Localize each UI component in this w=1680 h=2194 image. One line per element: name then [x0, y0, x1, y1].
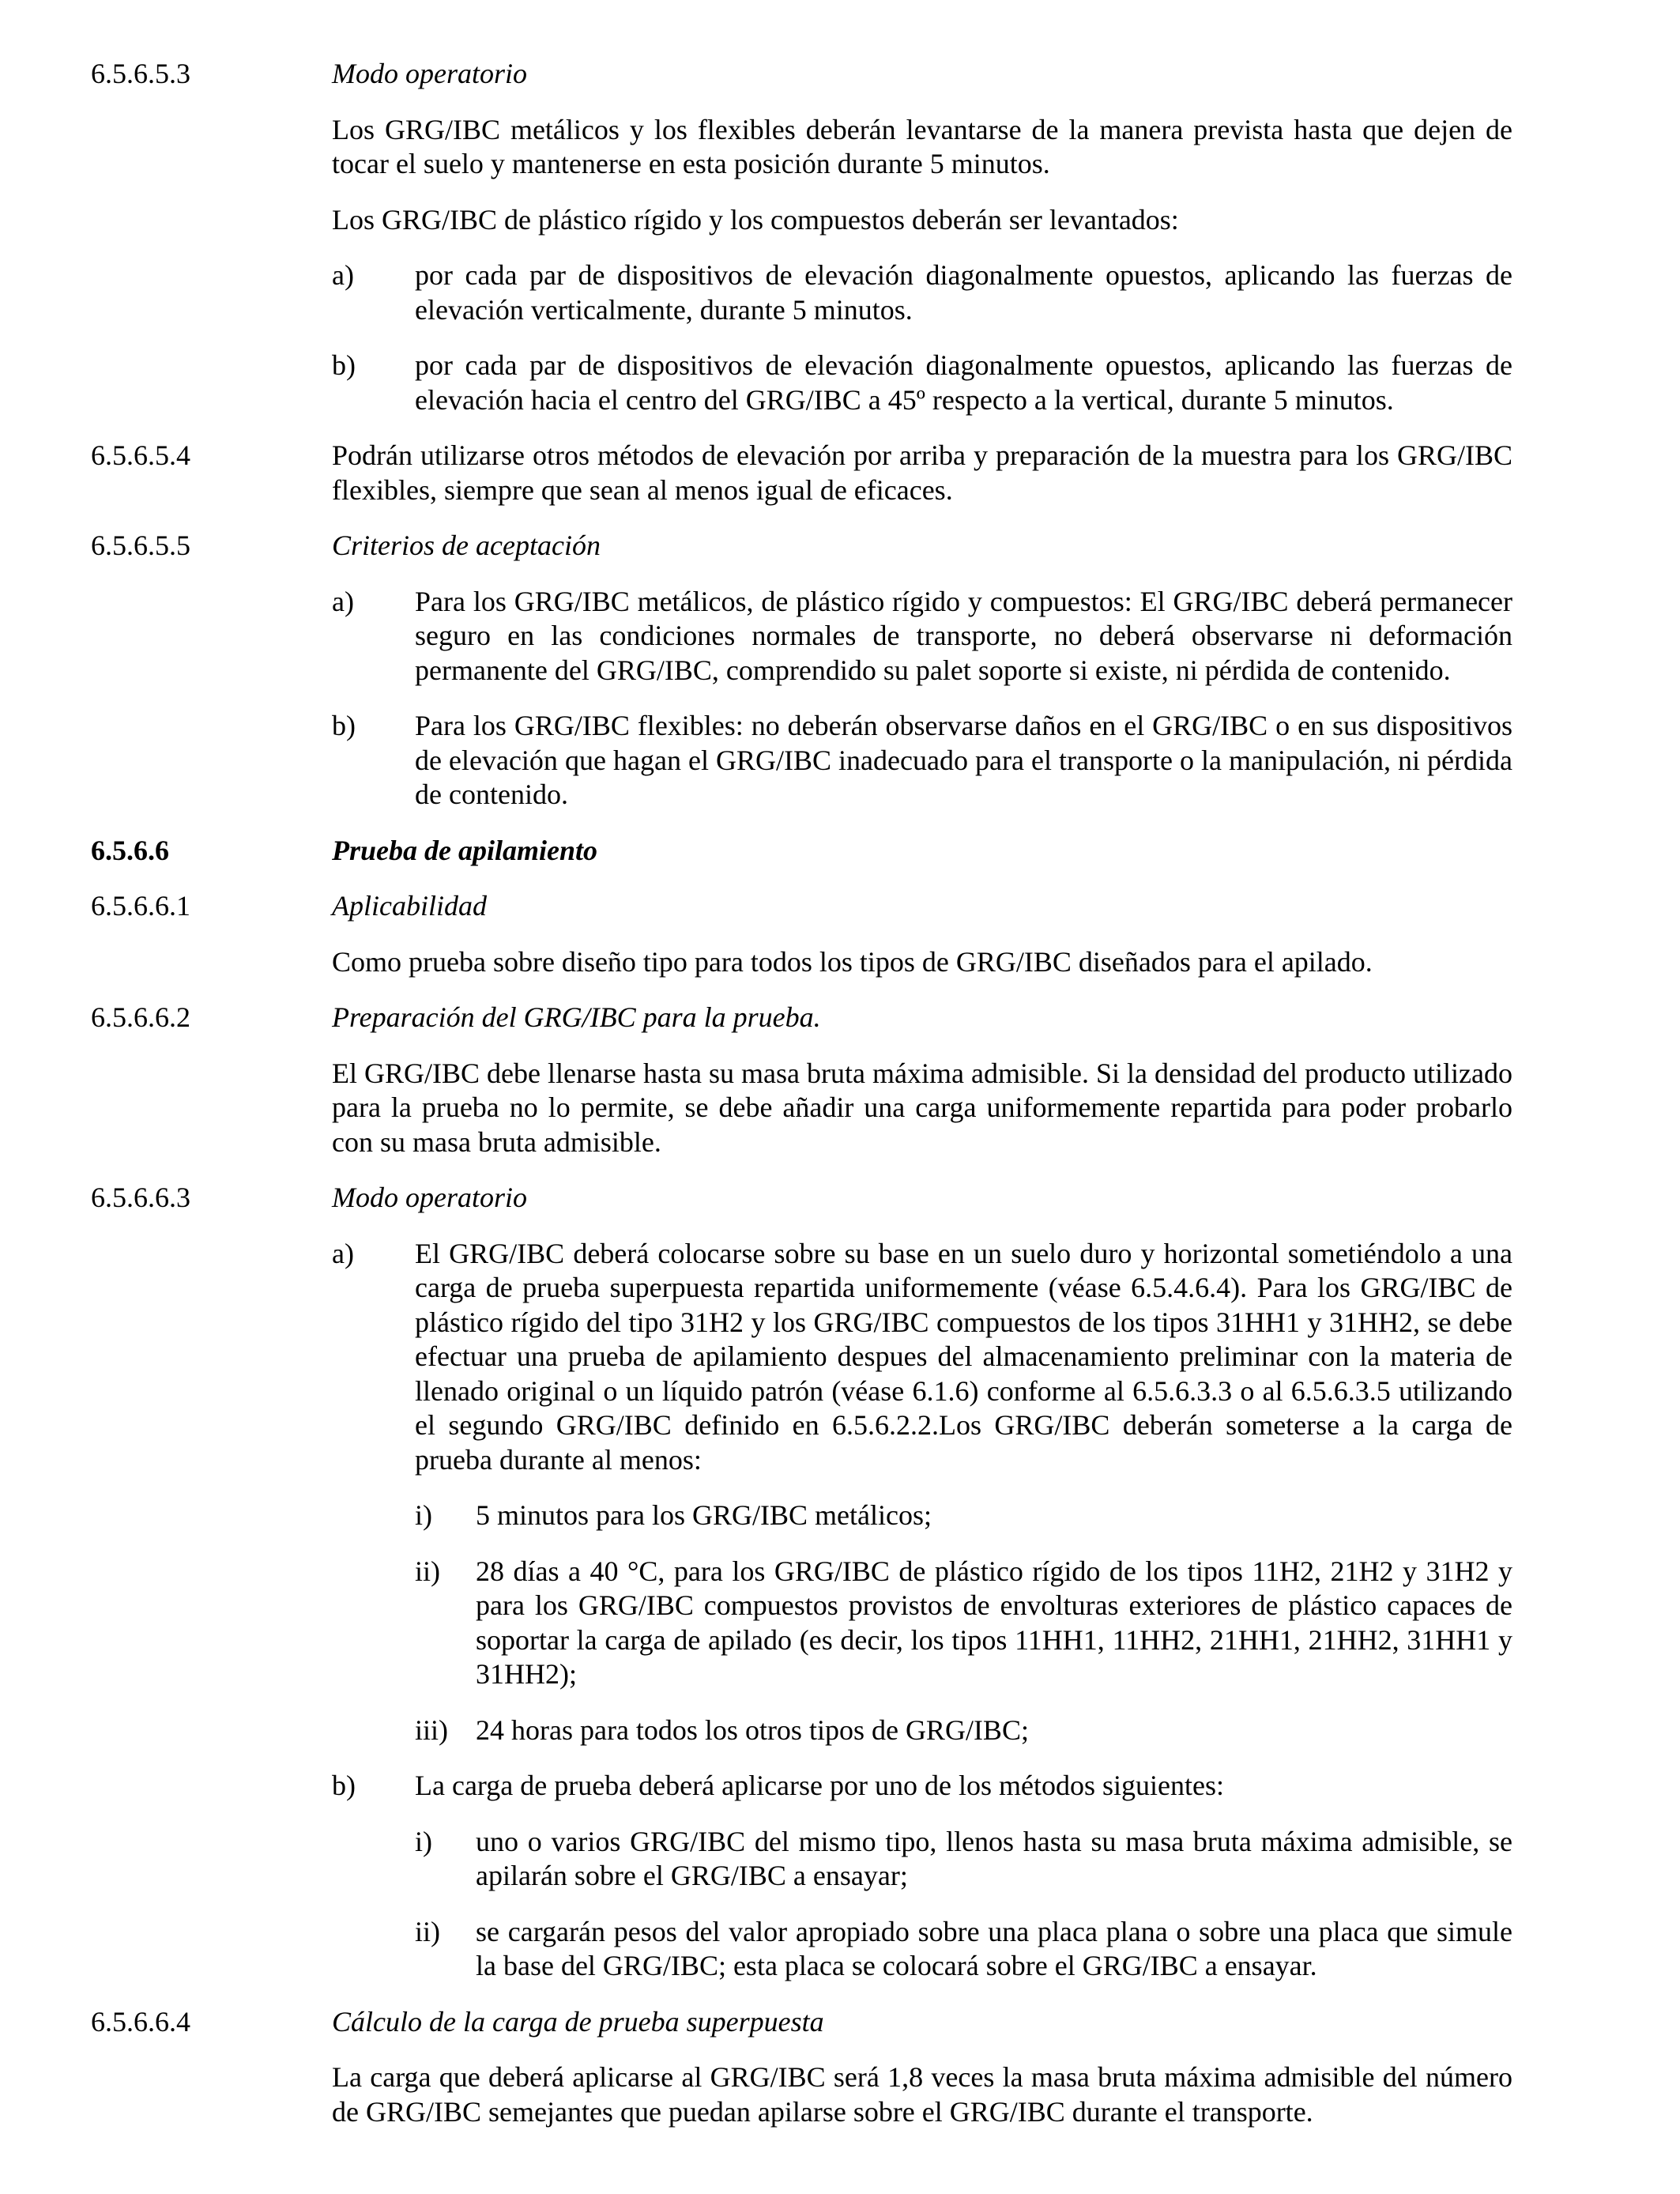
- section-number: 6.5.6.6.3: [91, 1182, 190, 1213]
- paragraph-text: La carga que deberá aplicarse al GRG/IBC será 1,8 veces la masa bruta máxima admisible del número de GRG/IBC semejantes que puedan apilarse sobre el GRG/IBC durante el transporte.: [332, 2061, 1512, 2128]
- section-number: 6.5.6.6.4: [91, 2005, 190, 2038]
- item-text: por cada par de dispositivos de elevación diagonalmente opuestos, aplicando las fuerzas de elevación hacia el centro del GRG/IBC a 45º respecto a la vertical, durante 5 minutos.: [415, 349, 1512, 416]
- paragraph: [0, 2060, 1680, 2129]
- document-page: [0, 57, 1680, 2151]
- paragraph: [0, 1057, 1680, 1160]
- section-number: 6.5.6.6.1: [91, 890, 190, 922]
- paragraph-text: Los GRG/IBC metálicos y los flexibles deberán levantarse de la manera prevista hasta que dejen de tocar el suelo y mantenerse en esta posición durante 5 minutos.: [332, 113, 1512, 179]
- list-item: [0, 585, 1680, 688]
- paragraph-text: Los GRG/IBC de plástico rígido y los compuestos deberán ser levantados:: [332, 203, 1179, 236]
- sub-item-text: 5 minutos para los GRG/IBC metálicos;: [476, 1499, 932, 1531]
- item-label: b): [332, 349, 356, 381]
- list-item: [0, 349, 1680, 417]
- item-label: b): [332, 1770, 356, 1801]
- section-title: Modo operatorio: [332, 58, 527, 89]
- section-title: Prueba de apilamiento: [332, 834, 597, 866]
- paragraph-text: Podrán utilizarse otros métodos de elevación por arriba y preparación de la muestra para los GRG/IBC flexibles, siempre que sean al menos igual de eficaces.: [332, 439, 1512, 506]
- section: [0, 57, 1680, 92]
- section: [0, 529, 1680, 564]
- item-label: a): [332, 259, 354, 291]
- section-title: Cálculo de la carga de prueba superpuesta: [332, 2005, 824, 2038]
- item-label: a): [332, 585, 354, 617]
- list-item: [0, 709, 1680, 812]
- list-item: [0, 1237, 1680, 1478]
- item-text: El GRG/IBC deberá colocarse sobre su base en un suelo duro y horizontal sometiéndolo a una carga de prueba superpuesta repartida uniformemente (véase 6.5.4.6.4). Para los GRG/IBC de plástico rígido del tipo 31H2 y los GRG/IBC compuestos de los tipos 31HH1 y 31HH2, se debe efectuar una prueba de apilamiento despues del almacenamiento preliminar con la materia de llenado original o un líquido patrón (véase 6.1.6) conforme al 6.5.6.3.3 o al 6.5.6.3.5 utilizando el segundo GRG/IBC definido en 6.5.6.2.2.Los GRG/IBC deberán someterse a la carga de prueba durante al menos:: [415, 1237, 1512, 1476]
- paragraph: [0, 113, 1680, 182]
- section-title: Criterios de aceptación: [332, 530, 601, 561]
- section-title: Aplicabilidad: [332, 890, 487, 922]
- section: [0, 439, 1680, 507]
- paragraph-text: El GRG/IBC debe llenarse hasta su masa bruta máxima admisible. Si la densidad del producto utilizado para la prueba no lo permite, se debe añadir una carga uniformemente repartida para poder probarlo con su masa bruta admisible.: [332, 1057, 1512, 1158]
- section: [0, 1181, 1680, 1216]
- section-title: Modo operatorio: [332, 1182, 527, 1213]
- sub-list-item: [0, 1915, 1680, 1984]
- item-text: por cada par de dispositivos de elevación diagonalmente opuestos, aplicando las fuerzas de elevación verticalmente, durante 5 minutos.: [415, 259, 1512, 326]
- item-label: b): [332, 710, 356, 741]
- section-number: 6.5.6.5.4: [91, 439, 190, 471]
- section-title: Preparación del GRG/IBC para la prueba.: [332, 1001, 821, 1033]
- sub-list-item: [0, 1555, 1680, 1692]
- section-number: 6.5.6.6.2: [91, 1001, 190, 1033]
- section: [0, 834, 1680, 869]
- section-number: 6.5.6.5.5: [91, 530, 190, 561]
- section-number: 6.5.6.5.3: [91, 58, 190, 89]
- sub-item-text: uno o varios GRG/IBC del mismo tipo, llenos hasta su masa bruta máxima admisible, se apilarán sobre el GRG/IBC a ensayar;: [476, 1825, 1512, 1891]
- item-text: La carga de prueba deberá aplicarse por uno de los métodos siguientes:: [415, 1770, 1224, 1801]
- sub-list-item: [0, 1713, 1680, 1748]
- sub-item-label: ii): [415, 1555, 440, 1587]
- sub-list-item: [0, 1825, 1680, 1894]
- sub-item-text: 24 horas para todos los otros tipos de GRG/IBC;: [476, 1713, 1029, 1746]
- sub-item-label: i): [415, 1499, 432, 1531]
- paragraph-text: Como prueba sobre diseño tipo para todos los tipos de GRG/IBC diseñados para el apilado.: [332, 945, 1373, 978]
- item-text: Para los GRG/IBC metálicos, de plástico rígido y compuestos: El GRG/IBC deberá permanecer seguro en las condiciones normales de transporte, no deberá observarse ni deformación permanente del GRG/IBC, comprendido su palet soporte si existe, ni pérdida de contenido.: [415, 585, 1512, 686]
- item-label: a): [332, 1237, 354, 1269]
- section: [0, 1001, 1680, 1035]
- sub-item-text: se cargarán pesos del valor apropiado sobre una placa plana o sobre una placa que simule la base del GRG/IBC; esta placa se colocará sobre el GRG/IBC a ensayar.: [476, 1915, 1512, 1981]
- item-text: Para los GRG/IBC flexibles: no deberán observarse daños en el GRG/IBC o en sus dispositivos de elevación que hagan el GRG/IBC inadecuado para el transporte o la manipulación, ni pérdida de contenido.: [415, 710, 1512, 810]
- sub-item-text: 28 días a 40 °C, para los GRG/IBC de plástico rígido de los tipos 11H2, 21H2 y 31H2 y para los GRG/IBC compuestos provistos de envolturas exteriores de plástico capaces de soportar la carga de apilado (es decir, los tipos 11HH1, 11HH2, 21HH1, 21HH2, 31HH1 y 31HH2);: [476, 1555, 1512, 1690]
- list-item: [0, 258, 1680, 327]
- sub-item-label: i): [415, 1825, 432, 1857]
- sub-item-label: iii): [415, 1713, 448, 1746]
- section-number: 6.5.6.6: [91, 834, 169, 866]
- paragraph: [0, 945, 1680, 980]
- section: [0, 889, 1680, 924]
- sub-list-item: [0, 1498, 1680, 1533]
- paragraph: [0, 203, 1680, 238]
- list-item: [0, 1769, 1680, 1804]
- sub-item-label: ii): [415, 1915, 440, 1947]
- section: [0, 2005, 1680, 2040]
